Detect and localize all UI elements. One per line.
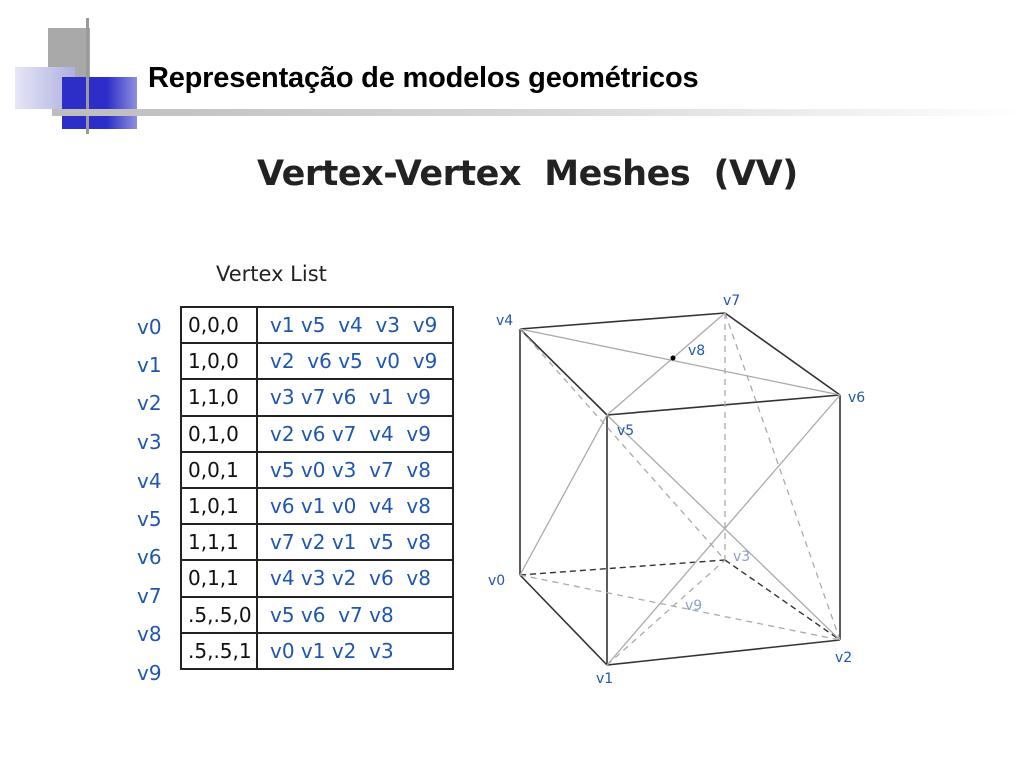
edge-v1-v6 <box>607 395 840 665</box>
vertex-neighbors: v5 v6 v7 v8 <box>257 597 453 633</box>
slide-title: Representação de modelos geométricos <box>148 62 699 94</box>
vertex-list-label: Vertex List <box>216 262 327 286</box>
vertex-neighbors: v7 v2 v1 v5 v8 <box>257 524 453 560</box>
decor-blue-square <box>62 77 137 129</box>
vertex-neighbors: v5 v0 v3 v7 v8 <box>257 452 453 488</box>
vertex-position: 0,0,1 <box>181 452 257 488</box>
vertex-neighbors: v4 v3 v2 v6 v8 <box>257 560 453 596</box>
vertex-name: v4 <box>137 469 162 493</box>
vertex-label: v7 <box>723 293 741 309</box>
vertex-label: v8 <box>688 343 706 359</box>
vertex-neighbors: v0 v1 v2 v3 <box>257 633 453 669</box>
table-row <box>181 597 453 633</box>
mesh-heading: Vertex-Vertex Meshes (VV) <box>257 154 798 194</box>
edge-v5-v7 <box>607 313 725 415</box>
vertex-name: v3 <box>137 430 162 454</box>
vertex-label: v0 <box>488 573 506 589</box>
edge-v1-v2 <box>607 640 840 665</box>
vertex-name: v7 <box>137 584 162 608</box>
vertex-name: v9 <box>137 661 162 685</box>
vertex-name: v0 <box>137 315 162 339</box>
vertex-label: v3 <box>733 549 751 565</box>
vertex-position: .5,.5,0 <box>181 597 257 633</box>
vertex-position: 1,0,0 <box>181 343 257 379</box>
vertex-name: v8 <box>137 622 162 646</box>
vertex-label: v4 <box>496 313 514 329</box>
edge-v0-v1 <box>520 575 607 665</box>
v8-point <box>671 356 676 361</box>
hidden-edges <box>520 560 840 640</box>
vertex-label: v9 <box>685 598 703 614</box>
vertex-neighbors: v6 v1 v0 v4 v8 <box>257 488 453 524</box>
vertex-neighbors: v2 v6 v5 v0 v9 <box>257 343 453 379</box>
vertex-position: 1,0,1 <box>181 488 257 524</box>
edge-v5-v6 <box>607 395 840 415</box>
vertex-neighbors: v3 v7 v6 v1 v9 <box>257 379 453 415</box>
hidden-diagonals <box>520 313 840 665</box>
table-row <box>181 633 453 669</box>
edge-v4-v5 <box>520 329 607 415</box>
edge-v4-v7 <box>520 313 725 329</box>
vertex-position: 0,0,0 <box>181 307 257 343</box>
vertex-position: 0,1,1 <box>181 560 257 596</box>
decor-horizontal-line <box>52 109 1024 116</box>
table-row <box>181 524 453 560</box>
vertex-name: v1 <box>137 353 162 377</box>
vertex-neighbors: v2 v6 v7 v4 v9 <box>257 416 453 452</box>
table-row <box>181 560 453 596</box>
table-row <box>181 488 453 524</box>
decor-vertical-line <box>86 18 89 134</box>
vertex-name: v6 <box>137 545 162 569</box>
edge-v7-v2 <box>725 313 840 640</box>
edge-v4-v6 <box>520 329 840 395</box>
vertex-name: v2 <box>137 391 162 415</box>
edge-v0-v2 <box>520 575 840 640</box>
edge-v5-v2 <box>607 415 840 640</box>
cube-diagram <box>480 285 900 705</box>
edge-v4-v3 <box>520 329 725 560</box>
vertex-name: v5 <box>137 507 162 531</box>
cube-edges <box>520 313 840 665</box>
edge-v0-v5 <box>520 415 607 575</box>
vertex-position: 0,1,0 <box>181 416 257 452</box>
vertex-label: v5 <box>617 423 635 439</box>
table-row <box>181 452 453 488</box>
table-row <box>181 343 453 379</box>
table-row <box>181 416 453 452</box>
vertex-list-table <box>180 306 454 670</box>
table-row <box>181 379 453 415</box>
edge-v0-v3 <box>520 560 725 575</box>
vertex-neighbors: v1 v5 v4 v3 v9 <box>257 307 453 343</box>
vertex-label: v2 <box>835 650 853 666</box>
face-diagonals <box>520 313 840 665</box>
table-row <box>181 307 453 343</box>
vertex-label: v6 <box>848 390 866 406</box>
vertex-label: v1 <box>596 671 614 687</box>
vertex-position: 1,1,1 <box>181 524 257 560</box>
vertex-position: .5,.5,1 <box>181 633 257 669</box>
vertex-position: 1,1,0 <box>181 379 257 415</box>
